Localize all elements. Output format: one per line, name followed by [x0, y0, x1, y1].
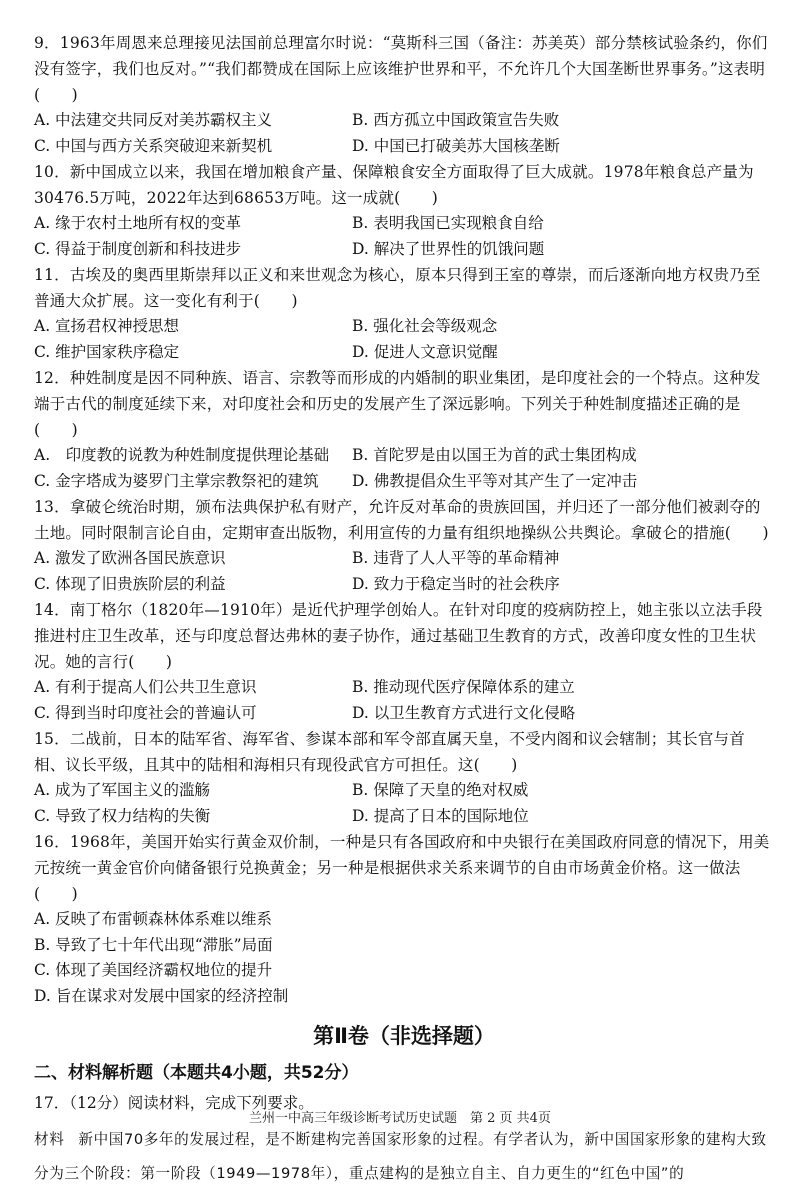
answer-option: C. 得益于制度创新和科技进步: [34, 239, 242, 258]
answer-option: C. 金字塔成为婆罗门主掌宗教祭祀的建筑: [34, 471, 319, 490]
answer-option: B. 首陀罗是由以国王为首的武士集团构成: [352, 446, 637, 464]
answer-option: D. 以卫生教育方式进行文化侵略: [352, 703, 576, 722]
answer-option: A. 成为了军国主义的滥觞: [34, 781, 211, 799]
question-block: [34, 597, 774, 726]
part-title: 二、材料解析题（本题共4小题，共52分）: [34, 1063, 359, 1083]
exam-page: [34, 30, 774, 1191]
answer-option: C. 导致了权力结构的失衡: [34, 806, 211, 825]
answer-option: D. 解决了世界性的饥饿问题: [352, 239, 545, 258]
answer-option: B. 表明我国已实现粮食自给: [352, 214, 544, 232]
answer-option: A. 印度教的说教为种姓制度提供理论基础: [34, 446, 330, 464]
answer-option: B. 保障了天皇的绝对权威: [352, 781, 529, 799]
option-list: [34, 778, 774, 829]
question-stem: 10．新中国成立以来，我国在增加粮食产量、保障粮食安全方面取得了巨大成就。1978年粮食总产量为30476.5万吨，2022年达到68653万吨。这一成就( ): [34, 163, 754, 207]
answer-option: D. 佛教提倡众生平等对其产生了一定冲击: [352, 471, 638, 490]
answer-option: D. 促进人文意识觉醒: [352, 342, 498, 361]
answer-option: B. 导致了七十年代出现“滞胀”局面: [34, 935, 273, 954]
answer-option: B. 推动现代医疗保障体系的建立: [352, 678, 575, 696]
option-list: [34, 675, 774, 726]
answer-option: A. 反映了布雷顿森林体系难以维系: [34, 910, 273, 928]
question-stem: 16．1968年，美国开始实行黄金双价制，一种是只有各国政府和中央银行在美国政府同意的情况下，用美元按统一黄金官价向储备银行兑换黄金；另一种是根据供求关系来调节的自由市场黄金价格。这一做法( ): [34, 833, 770, 903]
question-stem: 14．南丁格尔（1820年—1910年）是近代护理学创始人。在针对印度的疫病防控上，她主张以立法手段推进村庄卫生改革，还与印度总督达弗林的妻子协作，通过基础卫生教育的方式，改善印度女性的卫生状况。她的言行( ): [34, 601, 763, 671]
answer-option: C. 体现了美国经济霸权地位的提升: [34, 961, 273, 979]
material-label: 材料: [34, 1131, 65, 1148]
option-list: [34, 907, 774, 1009]
question-block: [34, 30, 774, 159]
answer-option: D. 中国已打破美苏大国核垄断: [352, 136, 560, 155]
option-list: [34, 211, 774, 262]
question-block: [34, 159, 774, 262]
question-stem: 13．拿破仑统治时期，颁布法典保护私有财产，允许反对革命的贵族回国，并归还了一部分他们被剥夺的土地。同时限制言论自由，定期审查出版物，利用宣传的力量有组织地操纵公共舆论。拿破仑的措施( ): [34, 498, 769, 542]
page-footer: 兰州一中高三年级诊断考试历史试题 第 2 页 共4页: [249, 1111, 551, 1126]
answer-option: A. 中法建交共同反对美苏霸权主义: [34, 111, 273, 129]
answer-option: A. 宣扬君权神授思想: [34, 317, 180, 335]
material-text: 新中国70多年的发展过程，是不断建构完善国家形象的过程。有学者认为，新中国国家形象的建构大致分为三个阶段：第一阶段（1949—1978年），重点建构的是独立自主、自力更生的“红色中国”的: [34, 1131, 767, 1182]
answer-option: C. 得到当时印度社会的普遍认可: [34, 703, 257, 722]
answer-option: A. 有利于提高人们公共卫生意识: [34, 678, 257, 696]
answer-option: C. 体现了旧贵族阶层的利益: [34, 574, 226, 593]
answer-option: C. 维护国家秩序稳定: [34, 342, 180, 361]
question-block: [34, 726, 774, 829]
answer-option: B. 强化社会等级观念: [352, 317, 498, 335]
answer-option: C. 中国与西方关系突破迎来新契机: [34, 136, 273, 155]
answer-option: B. 违背了人人平等的革命精神: [352, 549, 560, 567]
question-stem: 12．种姓制度是因不同种族、语言、宗教等而形成的内婚制的职业集团，是印度社会的一个特点。这种发端于古代的制度延续下来，对印度社会和历史的发展产生了深远影响。下列关于种姓制度描述正确的是( ): [34, 369, 761, 439]
option-list: [34, 546, 774, 597]
question-17-stem: 17．（12分）阅读材料，完成下列要求。: [34, 1094, 314, 1112]
option-list: [34, 443, 774, 494]
answer-option: B. 西方孤立中国政策宣告失败: [352, 111, 560, 129]
option-list: [34, 108, 774, 159]
answer-option: D. 致力于稳定当时的社会秩序: [352, 574, 560, 593]
option-list: [34, 314, 774, 365]
answer-option: A. 激发了欧洲各国民族意识: [34, 549, 226, 567]
question-list: [34, 30, 774, 1009]
question-block: [34, 494, 774, 597]
question-block: [34, 262, 774, 365]
question-block: [34, 829, 774, 1009]
section-title: 第Ⅱ卷（非选择题）: [313, 1024, 495, 1048]
answer-option: A. 缘于农村土地所有权的变革: [34, 214, 242, 232]
question-stem: 9．1963年周恩来总理接见法国前总理富尔时说：“莫斯科三国（备注：苏美英）部分禁核试验条约，你们没有签字，我们也反对。”“我们都赞成在国际上应该维护世界和平，不允许几个大国垄断世界事务。”这表明( ): [34, 34, 768, 104]
question-stem: 15．二战前，日本的陆军省、海军省、参谋本部和军令部直属天皇，不受内阁和议会辖制；其长官与首相、议长平级，且其中的陆相和海相只有现役武官方可担任。这( ): [34, 730, 745, 774]
question-block: [34, 365, 774, 494]
material-paragraph: [34, 1123, 774, 1191]
question-stem: 11．古埃及的奥西里斯崇拜以正义和来世观念为核心，原本只得到王室的尊崇，而后逐渐向地方权贵乃至普通大众扩展。这一变化有利于( ): [34, 266, 761, 310]
answer-option: D. 提高了日本的国际地位: [352, 806, 529, 825]
answer-option: D. 旨在谋求对发展中国家的经济控制: [34, 986, 289, 1005]
